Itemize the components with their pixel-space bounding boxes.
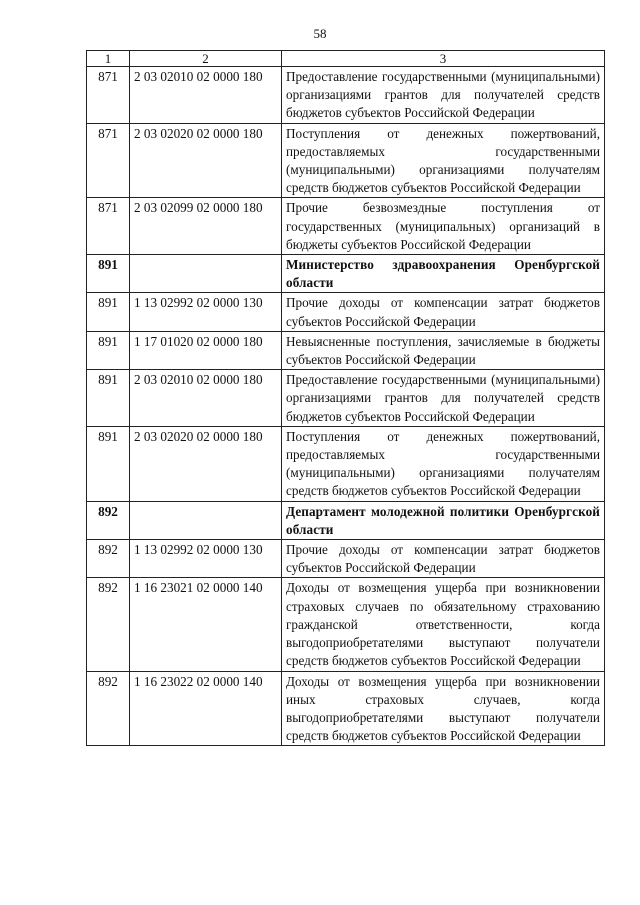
table-row — [87, 370, 605, 427]
admin-code-cell: 892 — [87, 540, 130, 578]
section-header-row — [87, 255, 605, 293]
kbk-code-cell: 1 16 23021 02 0000 140 — [130, 578, 282, 671]
table-row — [87, 540, 605, 578]
description-cell: Прочие доходы от компенсации затрат бюджетов субъектов Российской Федерации — [282, 293, 605, 331]
header-col-3: 3 — [282, 51, 605, 67]
description-cell: Департамент молодежной политики Оренбургской области — [282, 501, 605, 539]
kbk-code-cell — [130, 255, 282, 293]
table-row — [87, 67, 605, 124]
description-cell: Министерство здравоохранения Оренбургской области — [282, 255, 605, 293]
description-cell: Прочие доходы от компенсации затрат бюджетов субъектов Российской Федерации — [282, 540, 605, 578]
admin-code-cell: 892 — [87, 671, 130, 746]
admin-code-cell: 892 — [87, 501, 130, 539]
admin-code-cell: 871 — [87, 198, 130, 255]
kbk-code-cell: 1 16 23022 02 0000 140 — [130, 671, 282, 746]
kbk-code-cell: 2 03 02020 02 0000 180 — [130, 426, 282, 501]
admin-code-cell: 892 — [87, 578, 130, 671]
table-row — [87, 123, 605, 198]
revenue-classification-table — [86, 50, 605, 746]
page-number: 58 — [313, 26, 327, 41]
description-cell: Предоставление государственными (муниципальными) организациями грантов для получателей средств бюджетов субъектов Российской Федерации — [282, 370, 605, 427]
admin-code-cell: 891 — [87, 255, 130, 293]
header-col-2: 2 — [130, 51, 282, 67]
description-cell: Невыясненные поступления, зачисляемые в бюджеты субъектов Российской Федерации — [282, 331, 605, 369]
admin-code-cell: 891 — [87, 370, 130, 427]
header-col-1: 1 — [87, 51, 130, 67]
admin-code-cell: 891 — [87, 331, 130, 369]
table-row — [87, 671, 605, 746]
kbk-code-cell: 1 13 02992 02 0000 130 — [130, 293, 282, 331]
kbk-code-cell: 1 13 02992 02 0000 130 — [130, 540, 282, 578]
kbk-code-cell: 2 03 02010 02 0000 180 — [130, 67, 282, 124]
table-row — [87, 331, 605, 369]
table-header-row — [87, 51, 605, 67]
section-header-row — [87, 501, 605, 539]
kbk-code-cell — [130, 501, 282, 539]
admin-code-cell: 871 — [87, 67, 130, 124]
table-row — [87, 198, 605, 255]
description-cell: Предоставление государственными (муниципальными) организациями грантов для получателей средств бюджетов субъектов Российской Федерации — [282, 67, 605, 124]
description-cell: Поступления от денежных пожертвований, предоставляемых государственными (муниципальными) организациями получателям средств бюджетов субъектов Российской Федерации — [282, 123, 605, 198]
description-cell: Прочие безвозмездные поступления от государственных (муниципальных) организаций в бюджеты субъектов Российской Федерации — [282, 198, 605, 255]
kbk-code-cell: 2 03 02010 02 0000 180 — [130, 370, 282, 427]
table-row — [87, 293, 605, 331]
table-row — [87, 578, 605, 671]
admin-code-cell: 891 — [87, 293, 130, 331]
admin-code-cell: 891 — [87, 426, 130, 501]
description-cell: Доходы от возмещения ущерба при возникновении иных страховых случаев, когда выгодоприобретателями выступают получатели средств бюджетов субъектов Российской Федерации — [282, 671, 605, 746]
description-cell: Поступления от денежных пожертвований, предоставляемых государственными (муниципальными) организациями получателям средств бюджетов субъектов Российской Федерации — [282, 426, 605, 501]
kbk-code-cell: 2 03 02099 02 0000 180 — [130, 198, 282, 255]
kbk-code-cell: 2 03 02020 02 0000 180 — [130, 123, 282, 198]
admin-code-cell: 871 — [87, 123, 130, 198]
table-row — [87, 426, 605, 501]
kbk-code-cell: 1 17 01020 02 0000 180 — [130, 331, 282, 369]
description-cell: Доходы от возмещения ущерба при возникновении страховых случаев по обязательному страхованию гражданской ответственности, когда выгодоприобретателями выступают получатели средств бюджетов субъектов Российской Федерации — [282, 578, 605, 671]
